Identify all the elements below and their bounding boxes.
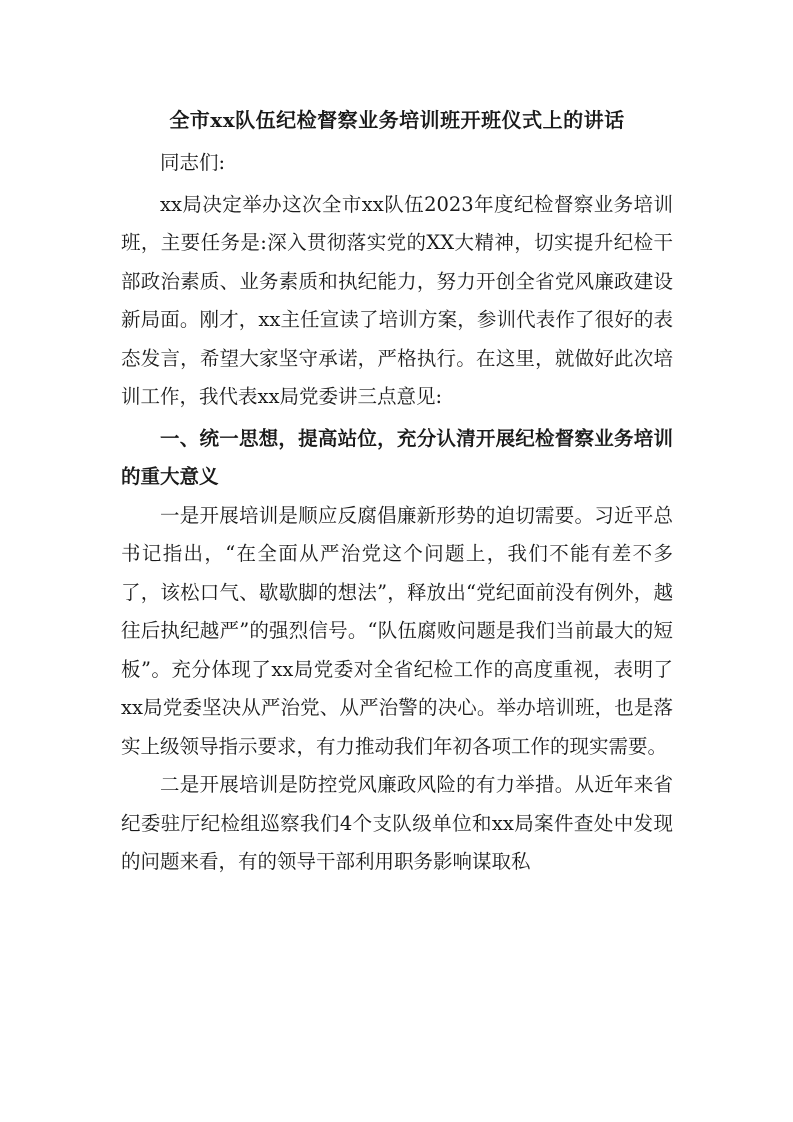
point-2-paragraph: 二是开展培训是防控党风廉政风险的有力举措。从近年来省纪委驻厅纪检组巡察我们4个支队级单位和xx局案件查处中发现的问题来看，有的领导干部利用职务影响谋取私 <box>121 773 673 873</box>
greeting: 同志们: <box>160 151 226 174</box>
intro-paragraph: xx局决定举办这次全市xx队伍2023年度纪检督察业务培训班，主要任务是:深入贯彻落实党的XX大精神，切实提升纪检干部政治素质、业务素质和执纪能力，努力开创全省党风廉政建设新局面。刚才，xx主任宣读了培训方案，参训代表作了很好的表态发言，希望大家坚守承诺，严格执行。在这里，就做好此次培训工作，我代表xx局党委讲三点意见: <box>121 192 673 408</box>
document-title: 全市xx队伍纪检督察业务培训班开班仪式上的讲话 <box>169 108 625 132</box>
section-heading-1: 一、统一思想，提高站位，充分认清开展纪检督察业务培训的重大意义 <box>121 426 673 488</box>
document-page <box>121 100 673 882</box>
point-1-paragraph: 一是开展培训是顺应反腐倡廉新形势的迫切需要。习近平总书记指出，“在全面从严治党这个问题上，我们不能有差不多了，该松口气、歇歇脚的想法”，释放出“党纪面前没有例外，越往后执纪越严”的强烈信号。“队伍腐败问题是我们当前最大的短板”。充分体现了xx局党委对全省纪检工作的高度重视，表明了xx局党委坚决从严治党、从严治警的决心。举办培训班，也是落实上级领导指示要求，有力推动我们年初各项工作的现实需要。 <box>121 503 673 758</box>
